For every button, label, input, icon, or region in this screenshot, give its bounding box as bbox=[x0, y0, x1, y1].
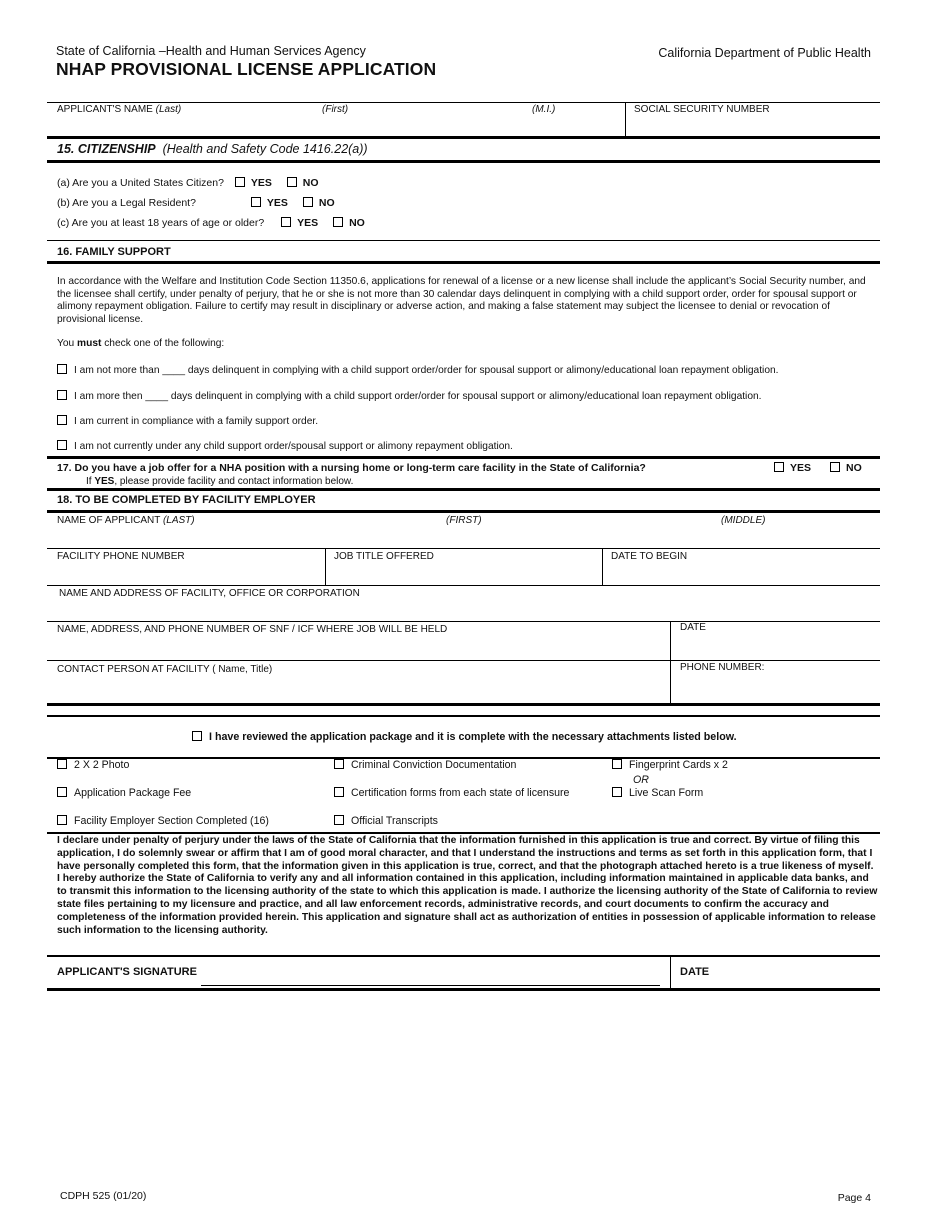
divider bbox=[47, 548, 880, 549]
checkbox-icon bbox=[251, 197, 261, 207]
age-yes-checkbox[interactable]: YES bbox=[281, 217, 318, 229]
date-to-begin-label[interactable]: DATE TO BEGIN bbox=[611, 551, 688, 562]
divider bbox=[47, 621, 880, 622]
facility-heading: 18. TO BE COMPLETED BY FACILITY EMPLOYER bbox=[57, 494, 316, 506]
checkbox-icon bbox=[57, 440, 67, 450]
checkbox-icon bbox=[334, 759, 344, 769]
divider bbox=[47, 510, 880, 513]
transcripts-checkbox[interactable]: Official Transcripts bbox=[334, 815, 438, 827]
contact-person-label[interactable]: CONTACT PERSON AT FACILITY ( Name, Title) bbox=[57, 664, 273, 675]
facility-applicant-middle-label[interactable]: (MIDDLE) bbox=[721, 515, 766, 526]
checkbox-icon bbox=[303, 197, 313, 207]
employer-section-checkbox[interactable]: Facility Employer Section Completed (16) bbox=[57, 815, 269, 827]
divider bbox=[670, 955, 671, 989]
agency-name: State of California –Health and Human Services Agency bbox=[56, 44, 366, 58]
divider bbox=[625, 102, 626, 136]
certification-checkbox[interactable]: Certification forms from each state of licensure bbox=[334, 787, 569, 799]
department-name: California Department of Public Health bbox=[658, 46, 871, 60]
page-number: Page 4 bbox=[837, 1192, 871, 1204]
divider bbox=[47, 988, 880, 991]
job-offer-question: 17. Do you have a job offer for a NHA position with a nursing home or long-term care facility in the State of California? bbox=[57, 462, 646, 474]
age-no-checkbox[interactable]: NO bbox=[333, 217, 365, 229]
divider bbox=[47, 136, 880, 139]
divider bbox=[47, 955, 880, 957]
checkbox-icon bbox=[57, 759, 67, 769]
page-title: NHAP PROVISIONAL LICENSE APPLICATION bbox=[56, 59, 437, 79]
signature-line[interactable] bbox=[201, 985, 660, 986]
or-label: OR bbox=[633, 774, 649, 786]
resident-no-checkbox[interactable]: NO bbox=[303, 197, 335, 209]
snf-icf-label[interactable]: NAME, ADDRESS, AND PHONE NUMBER OF SNF / ICF WHERE JOB WILL BE HELD bbox=[57, 624, 448, 635]
divider bbox=[47, 160, 880, 163]
checkbox-icon bbox=[57, 815, 67, 825]
checkbox-icon bbox=[57, 415, 67, 425]
checkbox-icon bbox=[281, 217, 291, 227]
job-offer-instruction: If YES, please provide facility and contact information below. bbox=[86, 476, 354, 487]
facility-date-label[interactable]: DATE bbox=[680, 622, 706, 633]
form-id: CDPH 525 (01/20) bbox=[60, 1190, 147, 1202]
fingerprint-checkbox[interactable]: Fingerprint Cards x 2 bbox=[612, 759, 728, 771]
resident-yes-checkbox[interactable]: YES bbox=[251, 197, 288, 209]
citizen-no-checkbox[interactable]: NO bbox=[287, 177, 319, 189]
checkbox-icon bbox=[57, 390, 67, 400]
job-offer-yes-checkbox[interactable]: YES bbox=[774, 462, 811, 474]
job-title-label[interactable]: JOB TITLE OFFERED bbox=[334, 551, 434, 562]
divider bbox=[325, 548, 326, 585]
family-support-heading: 16. FAMILY SUPPORT bbox=[57, 246, 171, 258]
family-option-not-delinquent[interactable]: I am not more than ____ days delinquent in complying with a child support order/order for spousal support or alimony/educational loan repayment obligation. bbox=[57, 364, 778, 376]
must-check-instruction: You must check one of the following: bbox=[57, 338, 225, 349]
resident-question: (b) Are you a Legal Resident? YES NO bbox=[57, 197, 335, 209]
divider bbox=[47, 456, 880, 459]
review-complete-checkbox[interactable]: I have reviewed the application package and it is complete with the necessary attachments listed below. bbox=[192, 731, 737, 743]
signature-label: APPLICANT'S SIGNATURE bbox=[57, 966, 197, 978]
facility-phone-label[interactable]: FACILITY PHONE NUMBER bbox=[57, 551, 185, 562]
checkbox-icon bbox=[774, 462, 784, 472]
divider bbox=[47, 240, 880, 241]
facility-name-address-label[interactable]: NAME AND ADDRESS OF FACILITY, OFFICE OR CORPORATION bbox=[59, 588, 360, 599]
declaration-text: I declare under penalty of perjury under the laws of the State of California that the information furnished in this application is true and correct. By virtue of filing this application, I do solemnly swear or affirm that I am of good moral character, and that I understand the instructions and terms as set forth in this application form, that I have personally completed this form, that the information given in this application is true, correct, and that the photograph attached hereto is a true likeness of myself. I hereby authorize the State of California to verify any and all information contained in this application, including information maintained in applicable data banks, and to transmit this information to the licensing authority of the state to which this application is made. I authorize the licensing authority of the State of California to review state files pertaining to my licensure and practice, and all law enforcement records, administrative records, and court documents to confirm the accuracy and completeness of the information provided herein. This application and signature shall act as authorization of entities in possession of applicable information to release such information to the licensing authority. bbox=[57, 835, 878, 936]
checkbox-icon bbox=[235, 177, 245, 187]
family-support-paragraph: In accordance with the Welfare and Institution Code Section 11350.6, applications for renewal of a license or a new license shall include the applicant’s Social Security number, and the licensee shall certify, under penalty of perjury, that he or she is not more than 30 calendar days delinquent in complying with a child support order, order for spousal support or alimony repayment obligation. Failure to certify may result in disciplinary or adverse action, and making a false statement may subject the licensee to denial or revocation of provisional license. bbox=[57, 276, 866, 325]
facility-applicant-first-label[interactable]: (FIRST) bbox=[446, 515, 482, 526]
applicant-mi-label[interactable]: (M.I.) bbox=[532, 104, 556, 115]
age-question: (c) Are you at least 18 years of age or older? YES NO bbox=[57, 217, 365, 229]
checkbox-icon bbox=[287, 177, 297, 187]
divider bbox=[47, 660, 880, 661]
divider bbox=[670, 621, 671, 704]
live-scan-checkbox[interactable]: Live Scan Form bbox=[612, 787, 703, 799]
divider bbox=[47, 488, 880, 491]
checkbox-icon bbox=[334, 787, 344, 797]
divider bbox=[47, 832, 880, 834]
ssn-label[interactable]: SOCIAL SECURITY NUMBER bbox=[634, 104, 770, 115]
family-option-not-under-order[interactable]: I am not currently under any child support order/spousal support or alimony repayment obligation. bbox=[57, 440, 513, 452]
divider bbox=[47, 102, 880, 103]
checkbox-icon bbox=[612, 759, 622, 769]
checkbox-icon bbox=[192, 731, 202, 741]
checkbox-icon bbox=[334, 815, 344, 825]
applicant-last-label[interactable]: APPLICANT'S NAME (Last) bbox=[57, 104, 182, 115]
divider bbox=[602, 548, 603, 585]
checkbox-icon bbox=[57, 364, 67, 374]
divider bbox=[47, 261, 880, 264]
citizen-yes-checkbox[interactable]: YES bbox=[235, 177, 272, 189]
signature-date-label[interactable]: DATE bbox=[680, 966, 710, 978]
divider bbox=[47, 585, 880, 586]
job-offer-no-checkbox[interactable]: NO bbox=[830, 462, 862, 474]
checkbox-icon bbox=[333, 217, 343, 227]
family-option-delinquent[interactable]: I am more then ____ days delinquent in complying with a child support order/order for spousal support or alimony/educational loan repayment obligation. bbox=[57, 390, 762, 402]
checkbox-icon bbox=[57, 787, 67, 797]
family-option-current[interactable]: I am current in compliance with a family support order. bbox=[57, 415, 318, 427]
citizen-question: (a) Are you a United States Citizen? YES NO bbox=[57, 177, 319, 189]
facility-applicant-last-label[interactable]: NAME OF APPLICANT (LAST) bbox=[57, 515, 195, 526]
photo-checkbox[interactable]: 2 X 2 Photo bbox=[57, 759, 129, 771]
divider bbox=[47, 703, 880, 706]
checkbox-icon bbox=[612, 787, 622, 797]
citizenship-heading: 15. CITIZENSHIP (Health and Safety Code 1416.22(a)) bbox=[57, 142, 368, 156]
applicant-first-label[interactable]: (First) bbox=[322, 104, 349, 115]
contact-phone-label[interactable]: PHONE NUMBER: bbox=[680, 662, 765, 673]
checkbox-icon bbox=[830, 462, 840, 472]
divider bbox=[47, 715, 880, 717]
criminal-checkbox[interactable]: Criminal Conviction Documentation bbox=[334, 759, 516, 771]
fee-checkbox[interactable]: Application Package Fee bbox=[57, 787, 191, 799]
